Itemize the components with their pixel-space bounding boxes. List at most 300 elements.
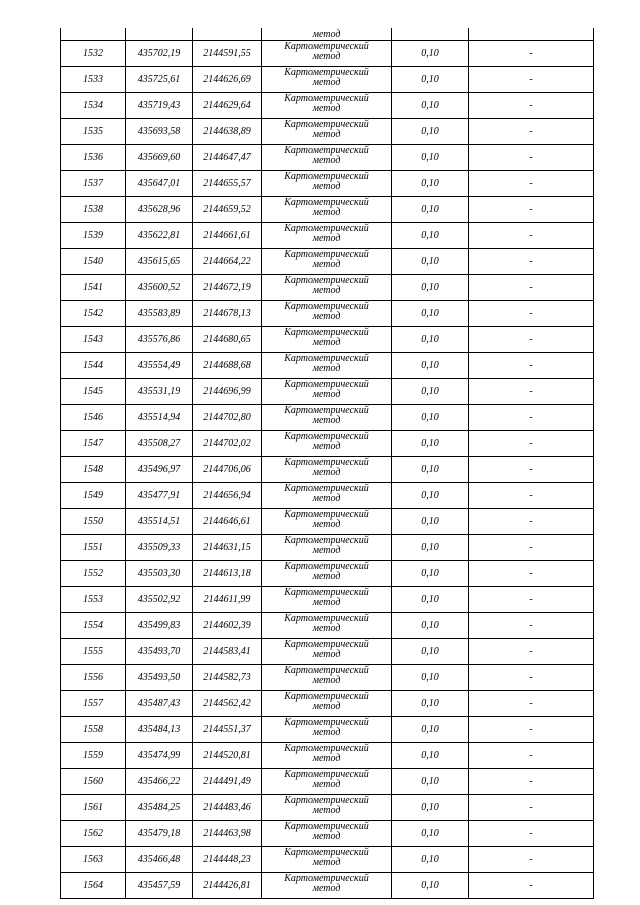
y-coordinate-cell: 2144629,64 xyxy=(193,93,262,119)
x-coordinate-cell: 435693,58 xyxy=(126,119,193,145)
description-cell: - xyxy=(469,301,594,327)
method-line-2: метод xyxy=(312,727,341,738)
method-line-2: метод xyxy=(312,545,341,556)
method-line-2: метод xyxy=(312,363,341,374)
method-line-1: Картометрический xyxy=(284,41,369,52)
x-coordinate-cell: 435474,99 xyxy=(126,743,193,769)
method-line-2: метод xyxy=(312,259,341,270)
method-line-2: метод xyxy=(312,467,341,478)
x-coordinate-cell: 435479,18 xyxy=(126,821,193,847)
point-number-cell: 1564 xyxy=(61,873,126,899)
x-coordinate-cell: 435509,33 xyxy=(126,535,193,561)
description-cell: - xyxy=(469,327,594,353)
table-row xyxy=(61,197,594,223)
x-coordinate-cell: 435514,94 xyxy=(126,405,193,431)
x-coordinate-cell: 435622,81 xyxy=(126,223,193,249)
method-line-2: метод xyxy=(312,415,341,426)
y-coordinate-cell: 2144659,52 xyxy=(193,197,262,223)
point-number-cell: 1554 xyxy=(61,613,126,639)
method-line-1: Картометрический xyxy=(284,379,369,390)
y-coordinate-cell xyxy=(193,28,262,41)
y-coordinate-cell: 2144551,37 xyxy=(193,717,262,743)
coordinates-table-body xyxy=(61,28,594,899)
y-coordinate-cell: 2144664,22 xyxy=(193,249,262,275)
accuracy-cell: 0,10 xyxy=(392,171,469,197)
point-number-cell: 1534 xyxy=(61,93,126,119)
accuracy-cell: 0,10 xyxy=(392,743,469,769)
method-cell xyxy=(262,145,392,171)
x-coordinate-cell: 435600,52 xyxy=(126,275,193,301)
method-line-2: метод xyxy=(312,129,341,140)
table-row xyxy=(61,795,594,821)
method-line-2: метод xyxy=(312,649,341,660)
point-number-cell: 1546 xyxy=(61,405,126,431)
description-cell: - xyxy=(469,587,594,613)
point-number-cell: 1543 xyxy=(61,327,126,353)
method-line-1: Картометрический xyxy=(284,535,369,546)
method-cell xyxy=(262,795,392,821)
table-row-continuation xyxy=(61,28,594,41)
method-cell xyxy=(262,28,392,41)
point-number-cell: 1540 xyxy=(61,249,126,275)
table-row xyxy=(61,561,594,587)
x-coordinate-cell: 435725,61 xyxy=(126,67,193,93)
table-row xyxy=(61,301,594,327)
method-line-1: Картометрический xyxy=(284,145,369,156)
x-coordinate-cell: 435477,91 xyxy=(126,483,193,509)
x-coordinate-cell: 435531,19 xyxy=(126,379,193,405)
accuracy-cell: 0,10 xyxy=(392,691,469,717)
method-line-1: Картометрический xyxy=(284,327,369,338)
table-row xyxy=(61,717,594,743)
method-cell xyxy=(262,93,392,119)
table-row xyxy=(61,223,594,249)
y-coordinate-cell: 2144611,99 xyxy=(193,587,262,613)
table-row xyxy=(61,457,594,483)
method-line-2: метод xyxy=(312,623,341,634)
accuracy-cell: 0,10 xyxy=(392,197,469,223)
method-line-1: Картометрический xyxy=(284,197,369,208)
table-row xyxy=(61,847,594,873)
x-coordinate-cell: 435583,89 xyxy=(126,301,193,327)
x-coordinate-cell: 435457,59 xyxy=(126,873,193,899)
table-row xyxy=(61,587,594,613)
point-number-cell: 1532 xyxy=(61,41,126,67)
y-coordinate-cell: 2144448,23 xyxy=(193,847,262,873)
x-coordinate-cell: 435493,50 xyxy=(126,665,193,691)
method-cell xyxy=(262,119,392,145)
description-cell: - xyxy=(469,41,594,67)
method-line-2: метод xyxy=(312,337,341,348)
y-coordinate-cell: 2144426,81 xyxy=(193,873,262,899)
method-line-1: Картометрический xyxy=(284,691,369,702)
coordinates-table xyxy=(60,28,594,899)
method-line-1: Картометрический xyxy=(284,275,369,286)
method-cell xyxy=(262,405,392,431)
method-line-1: Картометрический xyxy=(284,223,369,234)
y-coordinate-cell: 2144678,13 xyxy=(193,301,262,327)
method-line-2: метод xyxy=(312,155,341,166)
description-cell: - xyxy=(469,171,594,197)
method-line-2: метод xyxy=(312,831,341,842)
y-coordinate-cell: 2144702,02 xyxy=(193,431,262,457)
method-line-1: Картометрический xyxy=(284,457,369,468)
method-line-1: Картометрический xyxy=(284,249,369,260)
method-line-2: метод xyxy=(312,805,341,816)
table-row xyxy=(61,145,594,171)
y-coordinate-cell: 2144483,46 xyxy=(193,795,262,821)
table-row xyxy=(61,613,594,639)
y-coordinate-cell: 2144626,69 xyxy=(193,67,262,93)
accuracy-cell: 0,10 xyxy=(392,301,469,327)
point-number-cell: 1555 xyxy=(61,639,126,665)
method-cell xyxy=(262,769,392,795)
method-line-2: метод xyxy=(312,285,341,296)
y-coordinate-cell: 2144696,99 xyxy=(193,379,262,405)
table-row xyxy=(61,119,594,145)
x-coordinate-cell: 435502,92 xyxy=(126,587,193,613)
x-coordinate-cell: 435669,60 xyxy=(126,145,193,171)
method-line-1: Картометрический xyxy=(284,405,369,416)
description-cell: - xyxy=(469,145,594,171)
table-row xyxy=(61,483,594,509)
accuracy-cell: 0,10 xyxy=(392,145,469,171)
method-cell xyxy=(262,249,392,275)
method-line-2: метод xyxy=(312,571,341,582)
y-coordinate-cell: 2144647,47 xyxy=(193,145,262,171)
description-cell: - xyxy=(469,639,594,665)
y-coordinate-cell: 2144661,61 xyxy=(193,223,262,249)
method-line-1: Картометрический xyxy=(284,873,369,884)
y-coordinate-cell: 2144582,73 xyxy=(193,665,262,691)
accuracy-cell: 0,10 xyxy=(392,275,469,301)
table-row xyxy=(61,769,594,795)
method-line-1: Картометрический xyxy=(284,509,369,520)
accuracy-cell: 0,10 xyxy=(392,93,469,119)
method-cell xyxy=(262,197,392,223)
method-line-1: Картометрический xyxy=(284,587,369,598)
method-cell xyxy=(262,223,392,249)
method-cell xyxy=(262,873,392,899)
description-cell: - xyxy=(469,821,594,847)
accuracy-cell: 0,10 xyxy=(392,457,469,483)
method-line-1: Картометрический xyxy=(284,665,369,676)
method-cell xyxy=(262,483,392,509)
y-coordinate-cell: 2144656,94 xyxy=(193,483,262,509)
method-line-2: метод xyxy=(312,181,341,192)
method-cell xyxy=(262,743,392,769)
x-coordinate-cell: 435466,48 xyxy=(126,847,193,873)
accuracy-cell: 0,10 xyxy=(392,379,469,405)
x-coordinate-cell: 435508,27 xyxy=(126,431,193,457)
table-row xyxy=(61,327,594,353)
y-coordinate-cell: 2144638,89 xyxy=(193,119,262,145)
description-cell: - xyxy=(469,717,594,743)
x-coordinate-cell: 435647,01 xyxy=(126,171,193,197)
y-coordinate-cell: 2144706,06 xyxy=(193,457,262,483)
accuracy-cell: 0,10 xyxy=(392,535,469,561)
method-cell xyxy=(262,847,392,873)
method-line-1: Картометрический xyxy=(284,171,369,182)
y-coordinate-cell: 2144646,61 xyxy=(193,509,262,535)
point-number-cell: 1550 xyxy=(61,509,126,535)
point-number-cell: 1560 xyxy=(61,769,126,795)
table-row xyxy=(61,379,594,405)
method-cell xyxy=(262,275,392,301)
method-cell xyxy=(262,431,392,457)
method-cell xyxy=(262,717,392,743)
description-cell: - xyxy=(469,795,594,821)
accuracy-cell: 0,10 xyxy=(392,769,469,795)
accuracy-cell: 0,10 xyxy=(392,613,469,639)
y-coordinate-cell: 2144491,49 xyxy=(193,769,262,795)
method-line-2: метод xyxy=(312,597,341,608)
table-row xyxy=(61,873,594,899)
y-coordinate-cell: 2144672,19 xyxy=(193,275,262,301)
point-number-cell: 1538 xyxy=(61,197,126,223)
accuracy-cell: 0,10 xyxy=(392,327,469,353)
description-cell: - xyxy=(469,67,594,93)
accuracy-cell: 0,10 xyxy=(392,431,469,457)
method-line-2: метод xyxy=(312,701,341,712)
description-cell: - xyxy=(469,353,594,379)
method-line-1: Картометрический xyxy=(284,847,369,858)
accuracy-cell: 0,10 xyxy=(392,639,469,665)
method-cell xyxy=(262,821,392,847)
description-cell: - xyxy=(469,119,594,145)
accuracy-cell: 0,10 xyxy=(392,509,469,535)
x-coordinate-cell xyxy=(126,28,193,41)
x-coordinate-cell: 435554,49 xyxy=(126,353,193,379)
description-cell: - xyxy=(469,561,594,587)
point-number-cell: 1539 xyxy=(61,223,126,249)
point-number-cell: 1533 xyxy=(61,67,126,93)
description-cell: - xyxy=(469,379,594,405)
method-cell xyxy=(262,587,392,613)
description-cell: - xyxy=(469,691,594,717)
method-cell-tail: метод xyxy=(312,29,341,40)
table-row xyxy=(61,743,594,769)
method-line-2: метод xyxy=(312,233,341,244)
point-number-cell xyxy=(61,28,126,41)
x-coordinate-cell: 435615,65 xyxy=(126,249,193,275)
method-line-1: Картометрический xyxy=(284,743,369,754)
x-coordinate-cell: 435484,13 xyxy=(126,717,193,743)
method-line-1: Картометрический xyxy=(284,561,369,572)
y-coordinate-cell: 2144562,42 xyxy=(193,691,262,717)
description-cell: - xyxy=(469,873,594,899)
point-number-cell: 1549 xyxy=(61,483,126,509)
x-coordinate-cell: 435487,43 xyxy=(126,691,193,717)
x-coordinate-cell: 435576,86 xyxy=(126,327,193,353)
method-cell xyxy=(262,691,392,717)
accuracy-cell: 0,10 xyxy=(392,665,469,691)
description-cell: - xyxy=(469,509,594,535)
accuracy-cell xyxy=(392,28,469,41)
description-cell: - xyxy=(469,535,594,561)
point-number-cell: 1556 xyxy=(61,665,126,691)
point-number-cell: 1558 xyxy=(61,717,126,743)
accuracy-cell: 0,10 xyxy=(392,483,469,509)
method-line-1: Картометрический xyxy=(284,821,369,832)
table-row xyxy=(61,535,594,561)
table-row xyxy=(61,691,594,717)
y-coordinate-cell: 2144463,98 xyxy=(193,821,262,847)
description-cell: - xyxy=(469,431,594,457)
accuracy-cell: 0,10 xyxy=(392,223,469,249)
y-coordinate-cell: 2144631,15 xyxy=(193,535,262,561)
table-row xyxy=(61,275,594,301)
method-cell xyxy=(262,171,392,197)
method-line-1: Картометрический xyxy=(284,639,369,650)
method-line-1: Картометрический xyxy=(284,795,369,806)
method-cell xyxy=(262,639,392,665)
method-line-2: метод xyxy=(312,51,341,62)
method-line-2: метод xyxy=(312,493,341,504)
method-line-1: Картометрический xyxy=(284,613,369,624)
description-cell xyxy=(469,28,594,41)
method-line-2: метод xyxy=(312,753,341,764)
table-row xyxy=(61,41,594,67)
point-number-cell: 1547 xyxy=(61,431,126,457)
point-number-cell: 1548 xyxy=(61,457,126,483)
description-cell: - xyxy=(469,743,594,769)
accuracy-cell: 0,10 xyxy=(392,353,469,379)
accuracy-cell: 0,10 xyxy=(392,405,469,431)
point-number-cell: 1535 xyxy=(61,119,126,145)
y-coordinate-cell: 2144702,80 xyxy=(193,405,262,431)
method-line-2: метод xyxy=(312,675,341,686)
method-line-1: Картометрический xyxy=(284,483,369,494)
x-coordinate-cell: 435702,19 xyxy=(126,41,193,67)
method-cell xyxy=(262,41,392,67)
point-number-cell: 1536 xyxy=(61,145,126,171)
accuracy-cell: 0,10 xyxy=(392,587,469,613)
method-line-2: метод xyxy=(312,883,341,894)
method-line-1: Картометрический xyxy=(284,119,369,130)
table-row xyxy=(61,93,594,119)
description-cell: - xyxy=(469,847,594,873)
method-line-2: метод xyxy=(312,389,341,400)
method-line-1: Картометрический xyxy=(284,67,369,78)
description-cell: - xyxy=(469,457,594,483)
point-number-cell: 1541 xyxy=(61,275,126,301)
x-coordinate-cell: 435719,43 xyxy=(126,93,193,119)
method-line-2: метод xyxy=(312,519,341,530)
method-line-1: Картометрический xyxy=(284,93,369,104)
method-cell xyxy=(262,561,392,587)
description-cell: - xyxy=(469,405,594,431)
x-coordinate-cell: 435484,25 xyxy=(126,795,193,821)
table-row xyxy=(61,171,594,197)
description-cell: - xyxy=(469,613,594,639)
method-cell xyxy=(262,665,392,691)
x-coordinate-cell: 435499,83 xyxy=(126,613,193,639)
point-number-cell: 1551 xyxy=(61,535,126,561)
accuracy-cell: 0,10 xyxy=(392,561,469,587)
x-coordinate-cell: 435496,97 xyxy=(126,457,193,483)
y-coordinate-cell: 2144520,81 xyxy=(193,743,262,769)
table-row xyxy=(61,405,594,431)
table-row xyxy=(61,665,594,691)
method-cell xyxy=(262,535,392,561)
table-row xyxy=(61,249,594,275)
method-cell xyxy=(262,301,392,327)
point-number-cell: 1542 xyxy=(61,301,126,327)
method-line-2: метод xyxy=(312,779,341,790)
description-cell: - xyxy=(469,665,594,691)
method-line-1: Картометрический xyxy=(284,301,369,312)
method-cell xyxy=(262,353,392,379)
x-coordinate-cell: 435628,96 xyxy=(126,197,193,223)
method-line-2: метод xyxy=(312,103,341,114)
table-row xyxy=(61,639,594,665)
description-cell: - xyxy=(469,93,594,119)
y-coordinate-cell: 2144688,68 xyxy=(193,353,262,379)
accuracy-cell: 0,10 xyxy=(392,119,469,145)
x-coordinate-cell: 435493,70 xyxy=(126,639,193,665)
point-number-cell: 1557 xyxy=(61,691,126,717)
y-coordinate-cell: 2144680,65 xyxy=(193,327,262,353)
method-cell xyxy=(262,509,392,535)
method-cell xyxy=(262,613,392,639)
table-row xyxy=(61,353,594,379)
accuracy-cell: 0,10 xyxy=(392,795,469,821)
method-cell xyxy=(262,67,392,93)
method-cell xyxy=(262,379,392,405)
y-coordinate-cell: 2144583,41 xyxy=(193,639,262,665)
table-row xyxy=(61,431,594,457)
description-cell: - xyxy=(469,275,594,301)
method-line-1: Картометрический xyxy=(284,717,369,728)
point-number-cell: 1545 xyxy=(61,379,126,405)
method-line-2: метод xyxy=(312,857,341,868)
point-number-cell: 1553 xyxy=(61,587,126,613)
point-number-cell: 1563 xyxy=(61,847,126,873)
method-line-1: Картометрический xyxy=(284,769,369,780)
method-line-1: Картометрический xyxy=(284,353,369,364)
y-coordinate-cell: 2144655,57 xyxy=(193,171,262,197)
point-number-cell: 1561 xyxy=(61,795,126,821)
point-number-cell: 1559 xyxy=(61,743,126,769)
x-coordinate-cell: 435514,51 xyxy=(126,509,193,535)
method-line-2: метод xyxy=(312,311,341,322)
point-number-cell: 1552 xyxy=(61,561,126,587)
y-coordinate-cell: 2144591,55 xyxy=(193,41,262,67)
table-row xyxy=(61,67,594,93)
y-coordinate-cell: 2144602,39 xyxy=(193,613,262,639)
accuracy-cell: 0,10 xyxy=(392,717,469,743)
point-number-cell: 1562 xyxy=(61,821,126,847)
accuracy-cell: 0,10 xyxy=(392,847,469,873)
method-line-1: Картометрический xyxy=(284,431,369,442)
method-cell xyxy=(262,457,392,483)
method-line-2: метод xyxy=(312,77,341,88)
method-cell xyxy=(262,327,392,353)
table-row xyxy=(61,821,594,847)
description-cell: - xyxy=(469,769,594,795)
accuracy-cell: 0,10 xyxy=(392,67,469,93)
description-cell: - xyxy=(469,483,594,509)
description-cell: - xyxy=(469,223,594,249)
accuracy-cell: 0,10 xyxy=(392,249,469,275)
table-row xyxy=(61,509,594,535)
accuracy-cell: 0,10 xyxy=(392,873,469,899)
description-cell: - xyxy=(469,197,594,223)
accuracy-cell: 0,10 xyxy=(392,41,469,67)
y-coordinate-cell: 2144613,18 xyxy=(193,561,262,587)
x-coordinate-cell: 435503,30 xyxy=(126,561,193,587)
